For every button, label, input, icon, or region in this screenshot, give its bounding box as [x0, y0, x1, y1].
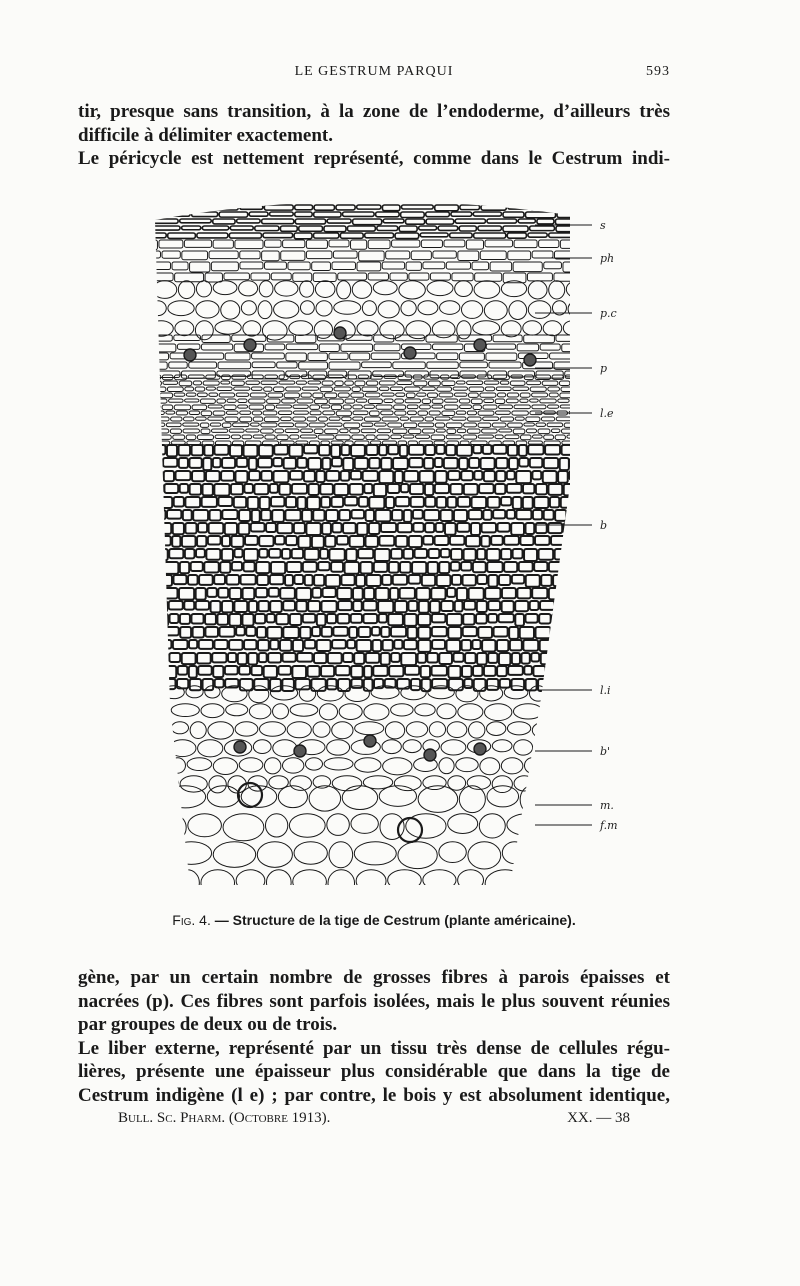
text-line: lières, présente une épaisseur plus considérable que dans la tige de [78, 1061, 670, 1082]
figure-label: l.e [600, 407, 614, 420]
text-line: Le liber externe, représenté par un tissu très dense de cellules régu- [78, 1037, 670, 1059]
running-title: LE GESTRUM PARQUI [294, 64, 454, 79]
figure-label: l.i [600, 684, 611, 697]
running-head [78, 64, 670, 84]
text-line: Cestrum indigène (l e) ; par contre, le bois y est absolument identique, [78, 1084, 670, 1106]
figure-caption [78, 912, 670, 928]
volume-signature: XX. — 38 [567, 1110, 630, 1126]
journal-citation: Bull. Sc. Pharm. (Octobre 1913). [118, 1110, 331, 1126]
figure-label: s [600, 219, 606, 232]
figure-label: ph [600, 252, 615, 265]
stem-section-figure [130, 185, 650, 895]
cell-drawing [130, 205, 650, 895]
figure-label: b [600, 519, 608, 532]
paragraph-bottom [78, 966, 670, 1107]
figure-number: Fig. 4. [172, 912, 211, 928]
text-line: tir, presque sans transition, à la zone de l’endoderme, d’ailleurs très [78, 101, 670, 122]
text-line: par groupes de deux ou de trois. [78, 1014, 338, 1035]
figure-label: p [600, 362, 608, 375]
figure-label: m. [600, 799, 614, 812]
text-line: Le péricycle est nettement représenté, comme dans le Cestrum indi- [78, 148, 670, 169]
figure-label: p.c [600, 307, 617, 320]
text-line: gène, par un certain nombre de grosses fibres à parois épaisses et [78, 967, 670, 988]
stem-cross-section-drawing [130, 185, 650, 895]
caption-text: — Structure de la tige de Cestrum (plante américaine). [214, 912, 576, 928]
text-line: difficile à délimiter exactement. [78, 124, 333, 146]
page-footer [78, 1110, 670, 1130]
figure-label: b' [600, 745, 611, 758]
paragraph-top [78, 100, 670, 171]
figure-label: f.m [600, 819, 618, 832]
page-number: 593 [646, 64, 670, 79]
text-line: nacrées (p). Ces fibres sont parfois isolées, mais le plus souvent réunies [78, 990, 670, 1012]
